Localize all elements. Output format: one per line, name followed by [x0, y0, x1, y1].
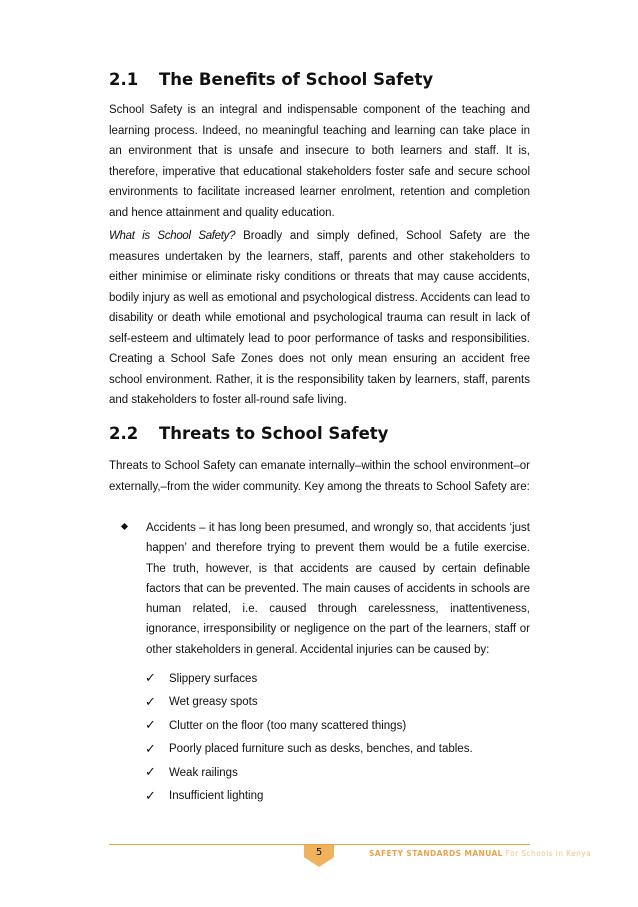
section-title: Threats to School Safety [159, 424, 389, 443]
manual-title: SAFETY STANDARDS MANUAL [369, 849, 503, 858]
page-number: 5 [315, 847, 323, 858]
definition-paragraph [109, 226, 530, 411]
list-item [145, 691, 473, 715]
list-item [145, 738, 473, 762]
accident-causes-list [145, 667, 473, 808]
cause-text: Wet greasy spots [169, 696, 258, 709]
section-heading-benefits [109, 70, 433, 89]
threats-intro-paragraph: Threats to School Safety can emanate internally–within the school environment–or externally,–from the wider community. Key among the threats to School Safety are: [109, 460, 530, 493]
cause-text: Slippery surfaces [169, 672, 258, 685]
manual-subtitle: For Schools in Kenya [502, 849, 592, 858]
list-item [145, 785, 473, 809]
definition-body: Broadly and simply defined, School Safety are the measures undertaken by the learners, staff, parents and other stakeholders to either minimise or eliminate risky conditions or threats that may cause accidents, bodily injury as well as emotional and psychological distress. Accidents can lead to disability or death while emotional and psychological trauma can result in lack of self-esteem and ultimately lead to poor performance of tasks and responsibilities. Creating a School Safe Zones does not only mean ensuring an accident free school environment. Rather, it is the responsibility taken by learners, staff, parents and stakeholders to foster all-round safe living. [109, 230, 531, 406]
cause-text: Insufficient lighting [169, 790, 264, 803]
checkmark-icon: ✓ [145, 694, 156, 710]
cause-text: Clutter on the floor (too many scattered things) [169, 719, 407, 732]
section-heading-threats [109, 424, 388, 443]
checkmark-icon: ✓ [145, 671, 156, 687]
section-number: 2.1 [109, 70, 139, 89]
benefits-paragraph: School Safety is an integral and indispensable component of the teaching and learning process. Indeed, no meaningful teaching and learning can take place in an environment that is unsafe and insecure to both learners and staff. It is, therefore, imperative that educational stakeholders foster safe and secure school environments to facilitate increased learner enrolment, retention and completion and hence attainment and quality education. [109, 104, 530, 219]
section-number: 2.2 [109, 424, 139, 443]
checkmark-icon: ✓ [145, 718, 156, 734]
checkmark-icon: ✓ [145, 788, 156, 804]
checkmark-icon: ✓ [145, 741, 156, 757]
list-item [145, 714, 473, 738]
checkmark-icon: ✓ [145, 765, 156, 781]
cause-text: Weak railings [169, 766, 238, 779]
section-title: The Benefits of School Safety [159, 70, 434, 89]
footer-manual-title [369, 849, 591, 858]
diamond-bullet-icon [121, 523, 128, 530]
definition-lead-in: What is School Safety? [109, 230, 236, 242]
list-item [145, 761, 473, 785]
cause-text: Poorly placed furniture such as desks, benches, and tables. [169, 743, 473, 756]
list-item [145, 667, 473, 691]
footer-divider [109, 844, 530, 845]
accidents-bullet-text: Accidents – it has long been presumed, and wrongly so, that accidents ‘just happen’ and therefore trying to prevent them would be a futile exercise. The truth, however, is that accidents are caused by certain definable factors that can be prevented. The main causes of accidents in schools are human related, i.e. caused through carelessness, inattentiveness, ignorance, irresponsibility or negligence on the part of the learners, staff or other stakeholders in general. Accidental injuries can be caused by: [146, 522, 530, 656]
